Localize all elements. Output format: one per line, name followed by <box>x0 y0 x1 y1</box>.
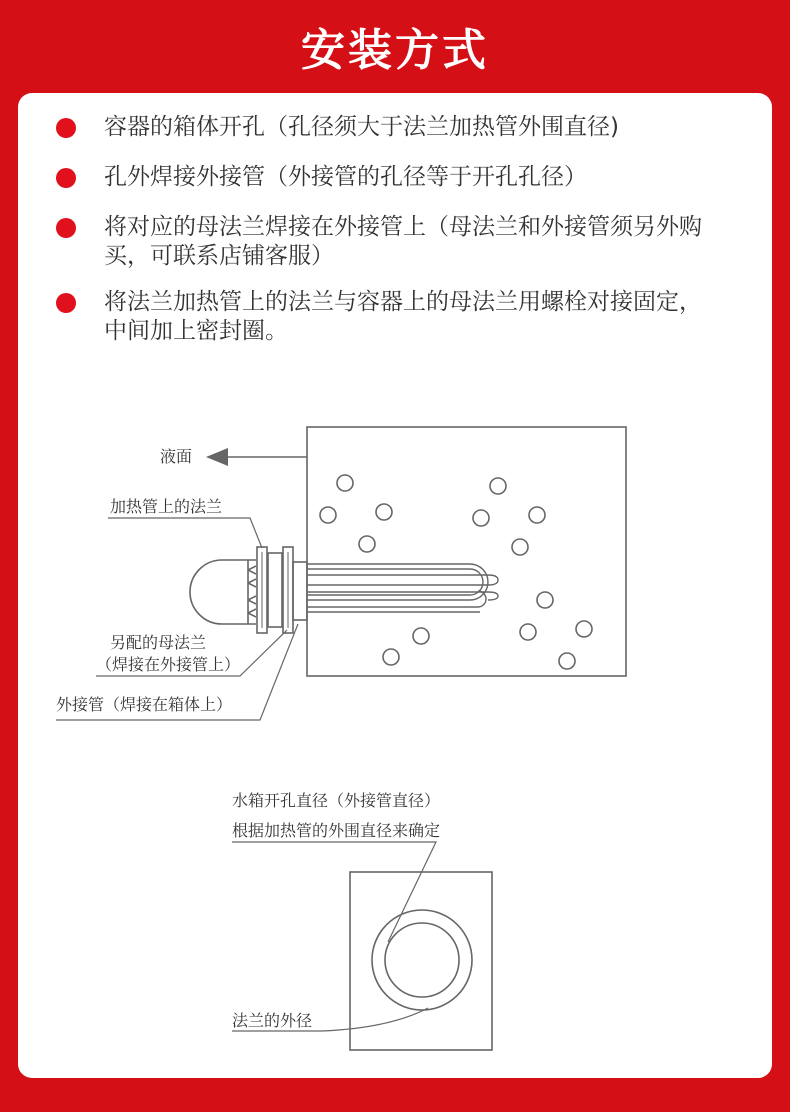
heating-tubes <box>307 564 498 612</box>
hole-diameter-note: 根据加热管的外围直径来确定 <box>232 821 441 840</box>
mother-flange-note: （焊接在外接管上） <box>96 655 241 674</box>
step-text: 容器的箱体开孔（孔径须大于法兰加热管外围直径) <box>104 114 619 140</box>
terminals <box>248 566 256 617</box>
hole-circle <box>385 923 459 997</box>
flange-outer-circle <box>372 910 472 1010</box>
outer-pipe <box>293 562 307 620</box>
bubble <box>376 504 392 520</box>
bubble <box>576 621 592 637</box>
step-text: 将法兰加热管上的法兰与容器上的母法兰用螺栓对接固定，中间加上密封圈。 <box>104 289 702 344</box>
gasket <box>268 553 282 627</box>
flange-leader-line <box>108 518 262 548</box>
bubble <box>490 478 506 494</box>
bubble <box>320 507 336 523</box>
bubble <box>473 510 489 526</box>
outer-pipe-label: 外接管（焊接在箱体上） <box>56 695 233 714</box>
bubble <box>337 475 353 491</box>
bubble <box>383 649 399 665</box>
arrow-left-icon <box>206 448 228 466</box>
step-text: 将对应的母法兰焊接在外接管上（母法兰和外接管须另外购买，可联系店铺客服） <box>104 214 702 269</box>
bubble <box>559 653 575 669</box>
bubble <box>529 507 545 523</box>
flange-label: 加热管上的法兰 <box>110 497 223 516</box>
flange-od-label: 法兰的外径 <box>232 1011 313 1030</box>
step-text: 孔外焊接外接管（外接管的孔径等于开孔孔径） <box>104 164 587 190</box>
hole-diameter-label: 水箱开孔直径（外接管直径） <box>232 791 441 810</box>
bubble <box>537 592 553 608</box>
heater-cap <box>190 560 256 624</box>
bubble <box>413 628 429 644</box>
tank-outline <box>307 427 626 676</box>
bubble <box>520 624 536 640</box>
liquid-surface-label: 液面 <box>160 447 193 466</box>
bubble <box>359 536 375 552</box>
page-title: 安装方式 <box>301 25 489 76</box>
mother-flange-label: 另配的母法兰 <box>110 633 207 652</box>
tank-diagram <box>56 427 626 720</box>
bubble <box>512 539 528 555</box>
bubbles <box>320 475 592 669</box>
